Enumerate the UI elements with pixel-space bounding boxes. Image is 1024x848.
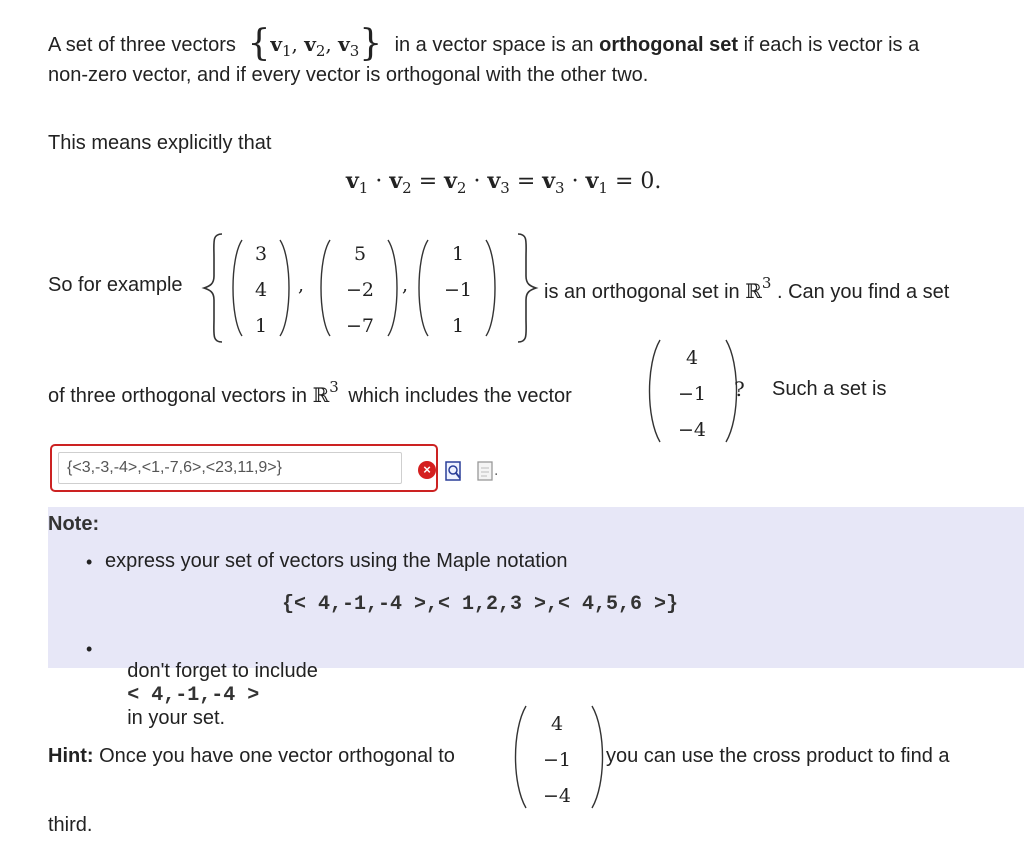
orthogonal-set-term: orthogonal set [599,34,739,56]
comma-2: , [402,274,409,296]
definition-line2: non-zero vector, and if every vector is orthogonal with the other two. [48,64,649,86]
hint-vector: 4 −1 −4 [542,713,571,807]
preview-icon[interactable] [444,460,464,482]
dot-product-equation: $v_1 \cdot v_2 = v_2 \cdot v_3 = v_3 \cdot v_1 = 0$. [346,168,662,197]
such-a-set-is: Such a set is [772,378,887,400]
error-icon: × [418,461,436,479]
hint-label: Hint: [48,745,94,767]
comma-1: , [298,274,305,296]
bullet-1: • [86,552,93,572]
definition-text-start: A set of three vectors [48,34,236,56]
answer-field-container [50,444,438,492]
example-vector-2: 5 −2 −7 [345,243,374,337]
answer-input[interactable]: {<3,-3,-4>,<1,-7,6>,<23,11,9>} [58,452,402,484]
note-item-1: express your set of vectors using the Maple notation [105,550,568,572]
bullet-2: • [86,639,93,659]
definition-text-end: if each is vector is a [743,34,920,56]
example-vector-1: 3 4 1 [254,243,268,337]
note-panel [48,507,1024,729]
question-mark: ? [734,377,745,401]
given-vector: 4 −1 −4 [677,347,706,441]
paragraph-definition [48,23,920,64]
explicit-intro: This means explicitly that [48,132,272,154]
definition-text-middle: in a vector space is an [394,34,594,56]
example-tail: is an orthogonal set in ℝ$^3$ . Can you find a set [544,274,950,303]
help-entry-icon[interactable] [476,460,499,482]
maple-notation-example: {< 4,-1,-4 >,< 1,2,3 >,< 4,5,6 >} [282,593,679,616]
vector-set-expression: {$v_1$, $v_2$, $v_3$} [247,23,383,64]
note-heading: Note: [48,513,100,535]
example-lead: So for example [48,274,183,296]
note-item-2: don't forget to include < 4,-1,-4 > in your set. [127,660,318,729]
hint-text: Hint: Once you have one vector orthogonal to [48,745,455,767]
hint-text-2: you can use the cross product to find a [606,745,950,767]
hint-line-2: third. [48,814,93,836]
question-line: of three orthogonal vectors in ℝ$^3$ which includes the vector [48,378,572,407]
example-vector-3: 1 −1 1 [443,243,472,337]
answer-trailing-period: . [494,462,499,479]
